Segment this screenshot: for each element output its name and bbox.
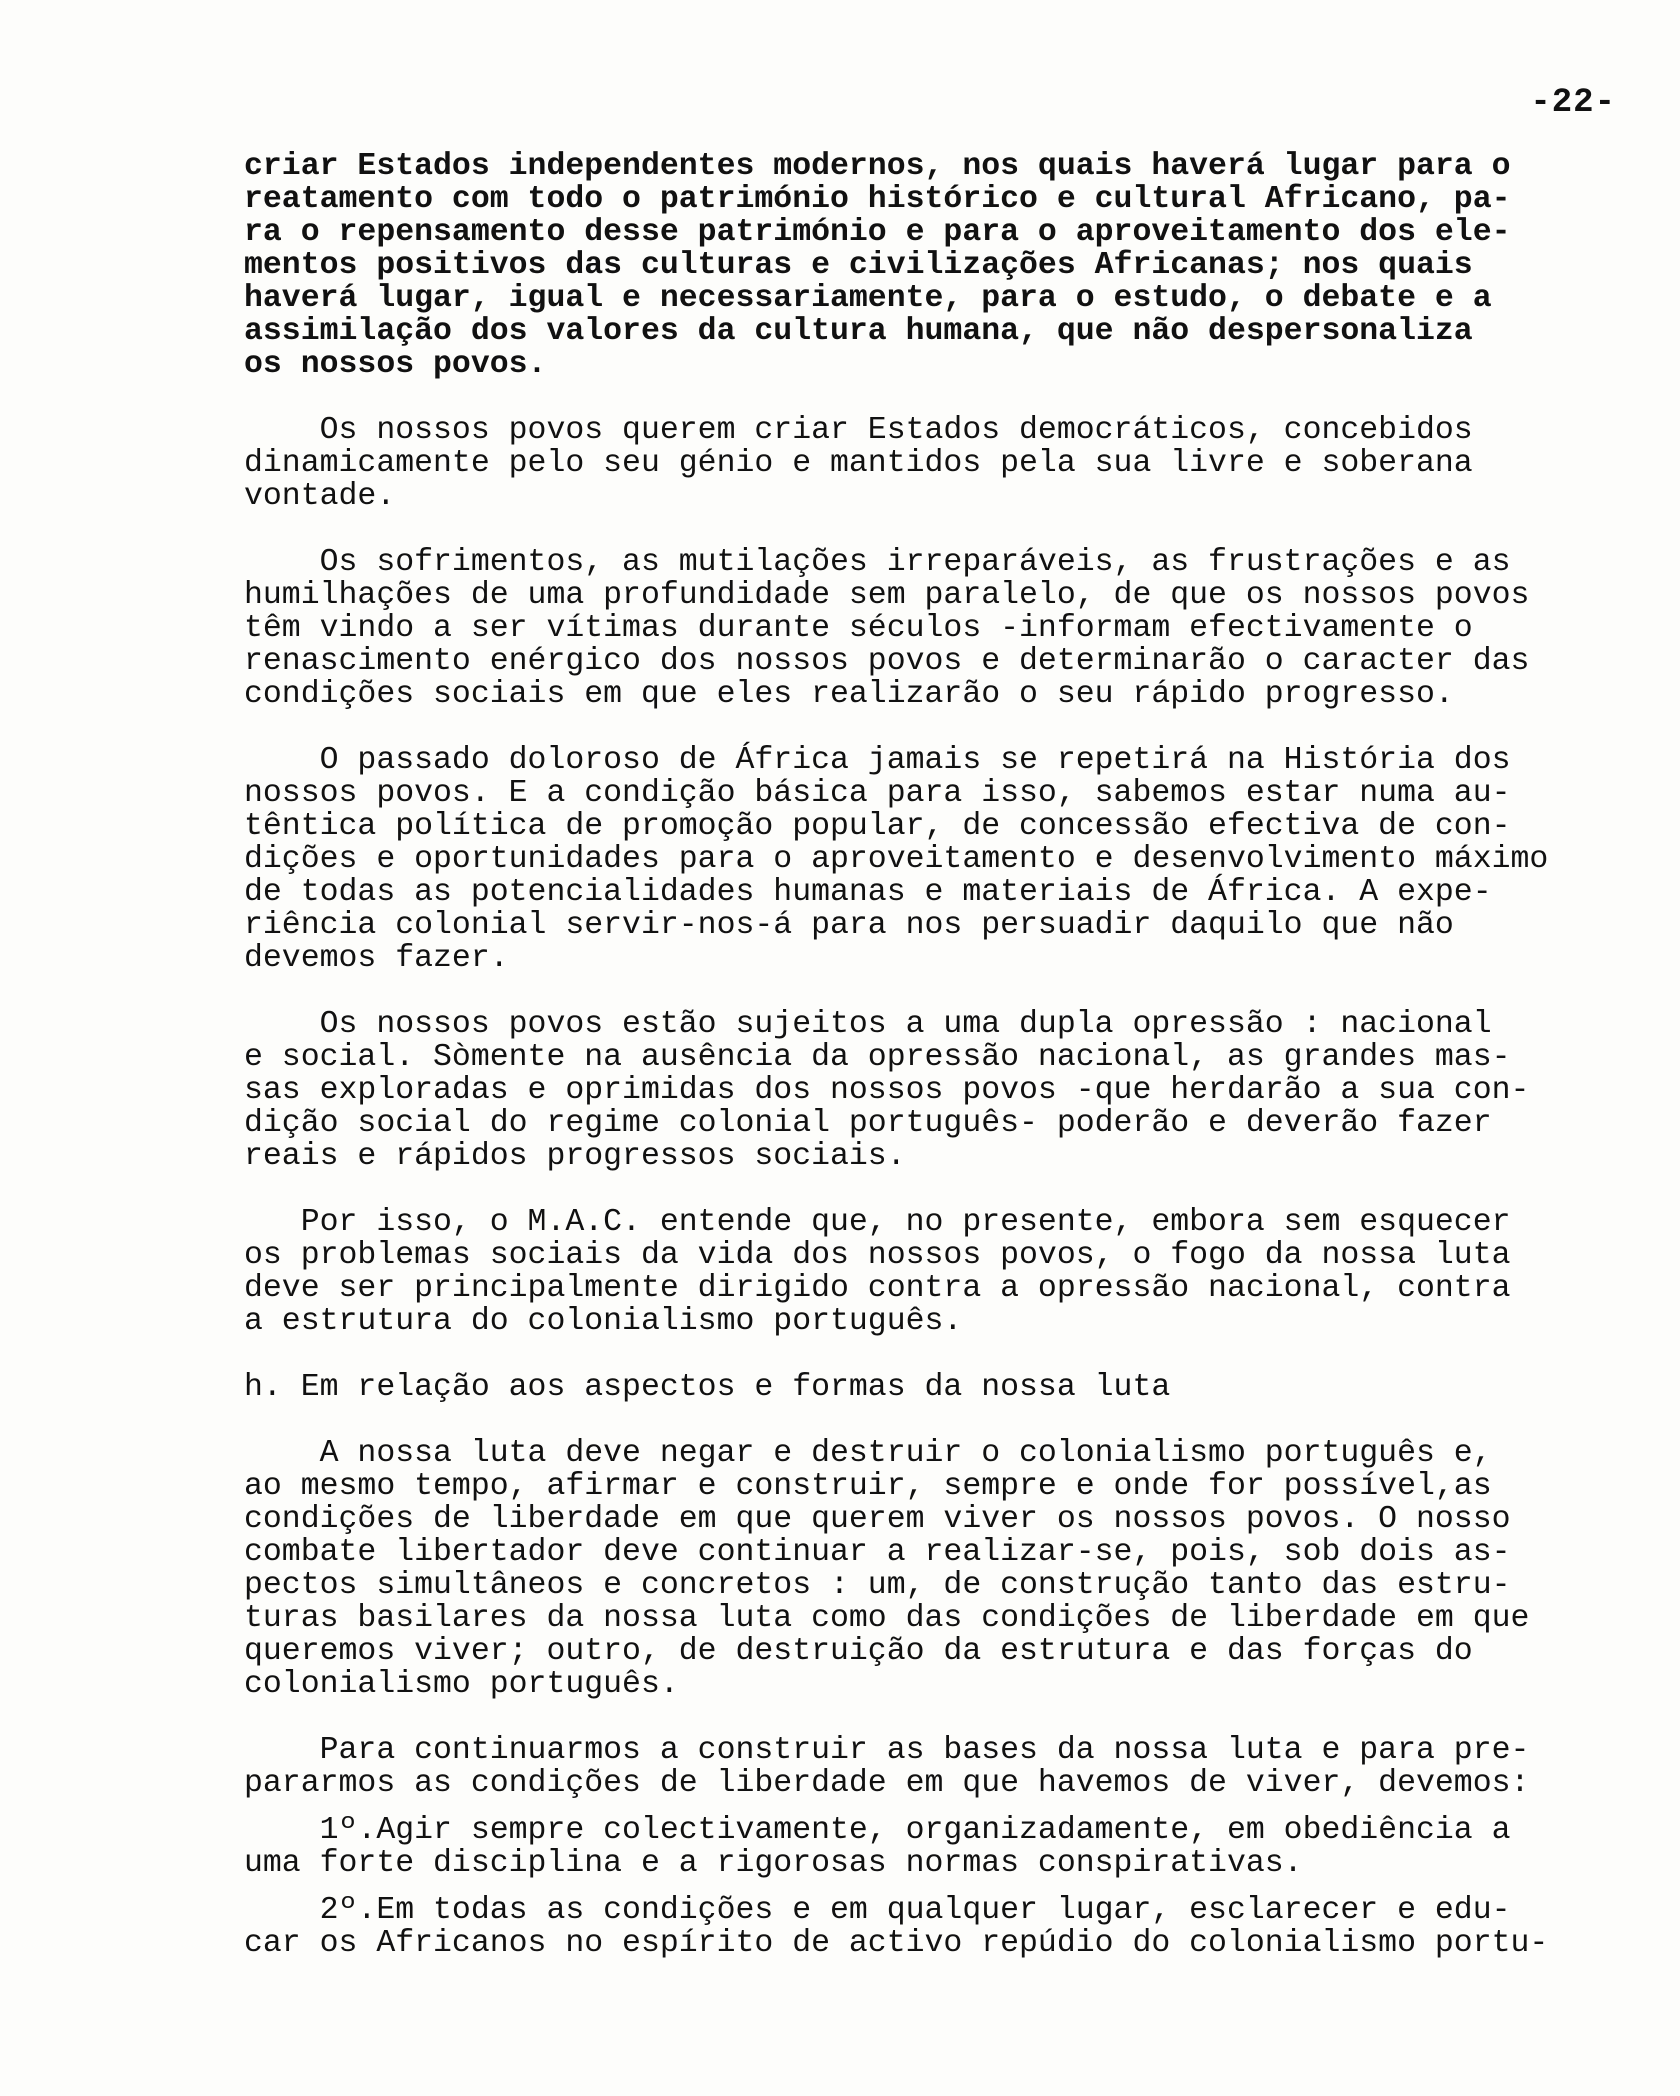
paragraph-estados-independentes <box>244 150 1634 381</box>
text-line: O passado doloroso de África jamais se repetirá na História dos <box>244 743 1511 778</box>
text-line: reais e rápidos progressos sociais. <box>244 1139 906 1174</box>
text-line: condições sociais em que eles realizarão o seu rápido progresso. <box>244 677 1454 712</box>
text-line: reatamento com todo o património histórico e cultural Africano, pa- <box>244 182 1511 217</box>
text-line: A nossa luta deve negar e destruir o colonialismo português e, <box>244 1436 1492 1471</box>
list-item-2 <box>244 1894 1634 1960</box>
text-line: renascimento enérgico dos nossos povos e determinarão o caracter das <box>244 644 1530 679</box>
text-line: deve ser principalmente dirigido contra a opressão nacional, contra <box>244 1271 1511 1306</box>
text-line: sas exploradas e oprimidas dos nossos povos -que herdarão a sua con- <box>244 1073 1530 1108</box>
document-body <box>244 150 1634 1960</box>
text-line: devemos fazer. <box>244 941 509 976</box>
text-line: de todas as potencialidades humanas e materiais de África. A expe- <box>244 875 1492 910</box>
text-line: uma forte disciplina e a rigorosas normas conspirativas. <box>244 1846 1303 1881</box>
text-line: e social. Sòmente na ausência da opressão nacional, as grandes mas- <box>244 1040 1511 1075</box>
text-line: dição social do regime colonial português- poderão e deverão fazer <box>244 1106 1492 1141</box>
heading-line: h. Em relação aos aspectos e formas da nossa luta <box>244 1370 1171 1405</box>
text-line: a estrutura do colonialismo português. <box>244 1304 963 1339</box>
paragraph-mac-entende <box>244 1206 1634 1338</box>
text-line: turas basilares da nossa luta como das condições de liberdade em que <box>244 1601 1530 1636</box>
text-line: Os sofrimentos, as mutilações irreparáveis, as frustrações e as <box>244 545 1511 580</box>
paragraph-estados-democraticos <box>244 414 1634 513</box>
text-line: ao mesmo tempo, afirmar e construir, sempre e onde for possível,as <box>244 1469 1492 1504</box>
text-line: têntica política de promoção popular, de concessão efectiva de con- <box>244 809 1511 844</box>
text-line: vontade. <box>244 479 396 514</box>
text-line: assimilação dos valores da cultura humana, que não despersonaliza <box>244 314 1473 349</box>
text-line: pectos simultâneos e concretos : um, de construção tanto das estru- <box>244 1568 1511 1603</box>
section-heading <box>244 1371 1634 1404</box>
text-line: 1º.Agir sempre colectivamente, organizadamente, em obediência a <box>244 1813 1511 1848</box>
text-line: queremos viver; outro, de destruição da estrutura e das forças do <box>244 1634 1473 1669</box>
text-line: Os nossos povos querem criar Estados democráticos, concebidos <box>244 413 1473 448</box>
text-line: dinamicamente pelo seu génio e mantidos pela sua livre e soberana <box>244 446 1473 481</box>
text-line: dições e oportunidades para o aproveitamento e desenvolvimento máximo <box>244 842 1549 877</box>
text-line: têm vindo a ser vítimas durante séculos -informam efectivamente o <box>244 611 1473 646</box>
page-number: -22- <box>1530 84 1616 122</box>
text-line: mentos positivos das culturas e civilizações Africanas; nos quais <box>244 248 1473 283</box>
text-line: 2º.Em todas as condições e em qualquer lugar, esclarecer e edu- <box>244 1893 1511 1928</box>
text-line: humilhações de uma profundidade sem paralelo, de que os nossos povos <box>244 578 1530 613</box>
text-line: colonialismo português. <box>244 1667 679 1702</box>
list-item-1 <box>244 1814 1634 1880</box>
paragraph-sofrimentos <box>244 546 1634 711</box>
paragraph-passado-doloroso <box>244 744 1634 975</box>
text-line: Para continuarmos a construir as bases da nossa luta e para pre- <box>244 1733 1530 1768</box>
text-line: pararmos as condições de liberdade em que havemos de viver, devemos: <box>244 1766 1530 1801</box>
paragraph-para-continuarmos <box>244 1734 1634 1800</box>
text-line: Os nossos povos estão sujeitos a uma dupla opressão : nacional <box>244 1007 1492 1042</box>
text-line: ra o repensamento desse património e para o aproveitamento dos ele- <box>244 215 1511 250</box>
text-line: Por isso, o M.A.C. entende que, no presente, embora sem esquecer <box>244 1205 1511 1240</box>
text-line: riência colonial servir-nos-á para nos persuadir daquilo que não <box>244 908 1454 943</box>
text-line: os problemas sociais da vida dos nossos povos, o fogo da nossa luta <box>244 1238 1511 1273</box>
text-line: car os Africanos no espírito de activo repúdio do colonialismo portu- <box>244 1926 1549 1961</box>
paragraph-dupla-opressao <box>244 1008 1634 1173</box>
text-line: haverá lugar, igual e necessariamente, para o estudo, o debate e a <box>244 281 1492 316</box>
text-line: os nossos povos. <box>244 347 547 382</box>
text-line: criar Estados independentes modernos, nos quais haverá lugar para o <box>244 149 1511 184</box>
text-line: nossos povos. E a condição básica para isso, sabemos estar numa au- <box>244 776 1511 811</box>
text-line: condições de liberdade em que querem viver os nossos povos. O nosso <box>244 1502 1511 1537</box>
paragraph-negar-destruir <box>244 1437 1634 1701</box>
text-line: combate libertador deve continuar a realizar-se, pois, sob dois as- <box>244 1535 1511 1570</box>
